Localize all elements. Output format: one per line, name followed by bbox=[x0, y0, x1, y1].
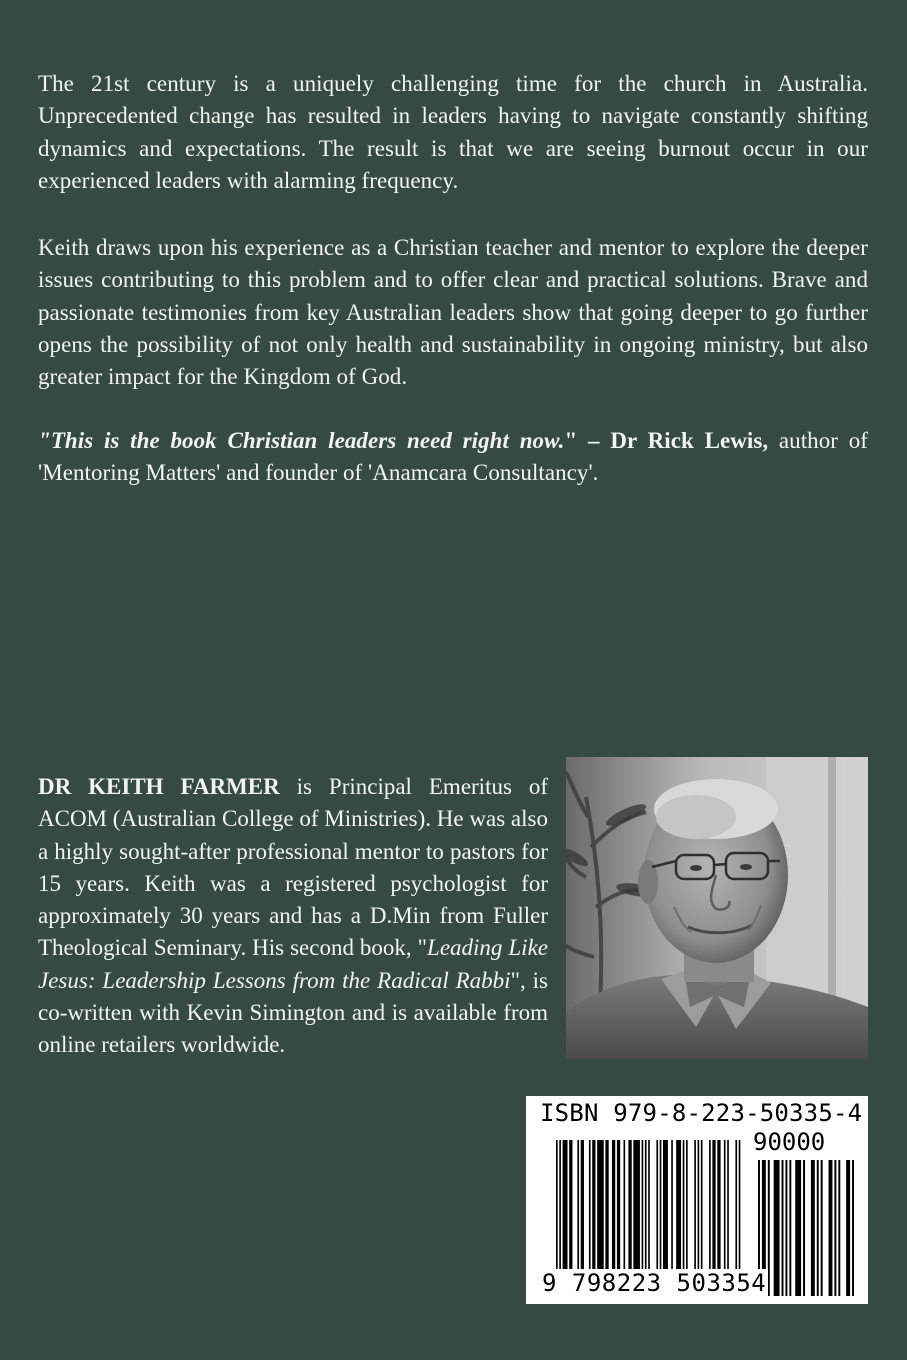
endorsement-open-quote: " bbox=[38, 428, 51, 453]
endorsement-paragraph bbox=[38, 425, 868, 490]
author-name: DR KEITH FARMER bbox=[38, 774, 280, 799]
barcode-bar bbox=[701, 1140, 703, 1284]
main-barcode-bars bbox=[556, 1140, 740, 1284]
addon-price-code: 90000 bbox=[753, 1128, 826, 1156]
barcode-bar bbox=[829, 1160, 833, 1296]
author-photo bbox=[566, 757, 868, 1059]
barcode-bar bbox=[648, 1140, 650, 1284]
barcode-bar bbox=[694, 1140, 696, 1284]
barcode-bar bbox=[605, 1140, 608, 1284]
barcode-bar bbox=[735, 1140, 737, 1284]
barcode-bar bbox=[686, 1140, 688, 1284]
barcode-bar bbox=[656, 1140, 658, 1284]
endorsement-quote: This is the book Christian leaders need right now. bbox=[50, 428, 565, 453]
barcode-bar bbox=[712, 1140, 715, 1284]
barcode-bar bbox=[569, 1140, 572, 1284]
barcode-bar bbox=[821, 1160, 823, 1296]
barcode-bar bbox=[642, 1140, 644, 1284]
endorser-credentials: author of 'Mentoring Matters' and founder of 'Anamcara Consultancy'. bbox=[38, 428, 868, 486]
barcode-bar bbox=[727, 1140, 729, 1284]
barcode-bar bbox=[739, 1140, 741, 1284]
barcode-bar bbox=[698, 1140, 700, 1284]
author-bio bbox=[38, 771, 548, 1062]
barcode-bar bbox=[834, 1160, 836, 1296]
barcode-bar bbox=[589, 1140, 591, 1284]
barcode-bar bbox=[717, 1140, 720, 1284]
barcode-bar bbox=[785, 1160, 787, 1296]
barcode-bar bbox=[676, 1140, 681, 1284]
barcode-bar bbox=[633, 1140, 640, 1284]
isbn-number: ISBN 979-8-223-50335-4 bbox=[540, 1099, 863, 1127]
barcode-bar bbox=[789, 1160, 791, 1296]
barcode-bar bbox=[559, 1140, 561, 1284]
barcode-bar bbox=[709, 1140, 711, 1284]
barcode-bar bbox=[663, 1140, 668, 1284]
barcode-bar bbox=[671, 1140, 673, 1284]
barcode-bar bbox=[803, 1160, 805, 1296]
barcode-bar bbox=[660, 1140, 662, 1284]
author-portrait-icon bbox=[566, 757, 868, 1059]
barcode-bar bbox=[612, 1140, 615, 1284]
barcode-bar bbox=[817, 1160, 819, 1296]
endorser-name: Dr Rick Lewis, bbox=[610, 428, 769, 453]
barcode-bar bbox=[795, 1160, 801, 1296]
barcode-bar bbox=[811, 1160, 815, 1296]
barcode-digits: 9 798223 503354 bbox=[542, 1269, 767, 1297]
second-book-title: Leading Like Jesus: Leadership Lessons from the Radical Rabbi bbox=[38, 935, 548, 993]
author-bio-text-end: ", is co-written with Kevin Simington and is available from online retailers worldwide. bbox=[38, 967, 548, 1058]
endorsement-close-quote: " – bbox=[564, 428, 611, 453]
barcode-bar bbox=[774, 1160, 780, 1296]
barcode-bar bbox=[724, 1140, 726, 1284]
barcode-bar bbox=[628, 1140, 631, 1284]
barcode-bar bbox=[645, 1140, 647, 1284]
barcode-bar bbox=[581, 1140, 584, 1284]
barcode-bar bbox=[617, 1140, 620, 1284]
addon-barcode-bars bbox=[758, 1160, 854, 1296]
barcode-bar bbox=[597, 1140, 604, 1284]
barcode-bar bbox=[563, 1140, 568, 1284]
barcode-bar bbox=[577, 1140, 579, 1284]
author-bio-text: is Principal Emeritus of ACOM (Australian College of Ministries). He was also a highly sought-after professional mentor to pastors for 15 years. Keith was a registered psychologist for approximately 30 years and has a D.Min from Fuller Theological Seminary. His second book, " bbox=[38, 774, 549, 961]
intro-paragraph: The 21st century is a uniquely challenging time for the church in Australia. Unprecedented change has resulted in leaders having to navigate constantly shifting dynamics and expectations. The result is that we are seeing burnout occur in our experienced leaders with alarming frequency. bbox=[38, 71, 868, 193]
barcode-bar bbox=[592, 1140, 595, 1284]
barcode-bar bbox=[623, 1140, 625, 1284]
description-paragraph: Keith draws upon his experience as a Christian teacher and mentor to explore the deeper issues contributing to this problem and to offer clear and practical solutions. Brave and passionate testimonies from key Australian leaders show that going deeper to go further opens the possibility of not only health and sustainability in ongoing ministry, but also greater impact for the Kingdom of God. bbox=[38, 235, 868, 390]
isbn-barcode-label bbox=[526, 1096, 868, 1304]
barcode-bar bbox=[838, 1160, 840, 1296]
barcode-bar bbox=[782, 1160, 784, 1296]
barcode-bar bbox=[683, 1140, 685, 1284]
barcode-bar bbox=[556, 1140, 558, 1284]
barcode-bar bbox=[846, 1160, 850, 1296]
barcode-bar bbox=[852, 1160, 854, 1296]
